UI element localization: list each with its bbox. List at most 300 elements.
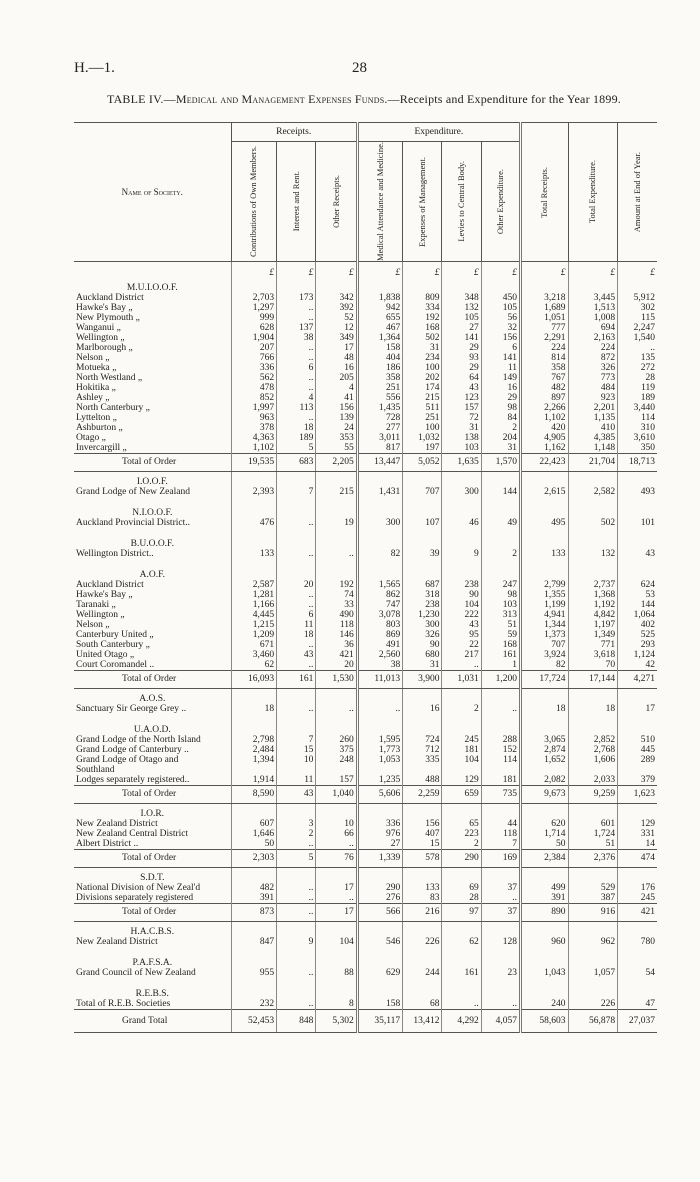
continuation-row bbox=[74, 765, 657, 775]
society-name: Auckland District bbox=[76, 292, 144, 303]
value-cell: 11 bbox=[481, 363, 520, 373]
value-cell: 869 bbox=[357, 630, 402, 640]
value-cell: 202 bbox=[403, 373, 442, 383]
value-cell: 41 bbox=[316, 393, 357, 403]
value-cell: 3,610 bbox=[618, 433, 657, 443]
empty-cell bbox=[568, 765, 618, 775]
value-cell: 20 bbox=[277, 580, 316, 590]
value-cell: 852 bbox=[231, 393, 276, 403]
empty-cell bbox=[316, 953, 357, 968]
empty-cell bbox=[316, 803, 357, 819]
empty-cell bbox=[568, 688, 618, 704]
value-cell: 1,192 bbox=[568, 600, 618, 610]
value-cell: 1,281 bbox=[231, 590, 276, 600]
value-cell: 2,033 bbox=[568, 775, 618, 786]
empty-cell bbox=[403, 278, 442, 293]
empty-cell bbox=[568, 720, 618, 735]
value-cell: 1,570 bbox=[481, 453, 520, 471]
society-order-heading bbox=[74, 867, 657, 883]
value-cell: 8,590 bbox=[231, 785, 276, 803]
value-cell: 1,540 bbox=[618, 333, 657, 343]
value-cell: .. bbox=[481, 704, 520, 714]
value-cell: 132 bbox=[568, 549, 618, 559]
empty-cell bbox=[442, 953, 481, 968]
empty-cell bbox=[357, 953, 402, 968]
value-cell: 342 bbox=[316, 293, 357, 303]
table-row bbox=[74, 829, 657, 839]
value-cell: 848 bbox=[277, 1009, 316, 1032]
column-header-society: Name of Society. bbox=[74, 123, 231, 262]
value-cell: .. bbox=[442, 999, 481, 1010]
value-cell: 4 bbox=[277, 393, 316, 403]
order-total-row bbox=[74, 849, 657, 867]
value-cell: .. bbox=[277, 373, 316, 383]
empty-cell bbox=[520, 688, 568, 704]
value-cell: .. bbox=[277, 383, 316, 393]
value-cell: 17 bbox=[618, 704, 657, 714]
value-cell: 19,535 bbox=[231, 453, 276, 471]
table-body bbox=[74, 261, 657, 1032]
value-cell: 197 bbox=[403, 443, 442, 454]
value-cell: 1,646 bbox=[231, 829, 276, 839]
value-cell: 404 bbox=[357, 353, 402, 363]
value-cell: 51 bbox=[568, 839, 618, 850]
value-cell: 490 bbox=[316, 610, 357, 620]
table-row bbox=[74, 580, 657, 590]
society-name: Lyttelton „ bbox=[76, 412, 117, 423]
value-cell: 420 bbox=[520, 423, 568, 433]
empty-cell bbox=[481, 921, 520, 937]
report-code: H.—1. bbox=[74, 60, 115, 76]
value-cell: 659 bbox=[442, 785, 481, 803]
value-cell: 2,259 bbox=[403, 785, 442, 803]
value-cell: 129 bbox=[618, 819, 657, 829]
value-cell: 37 bbox=[481, 883, 520, 893]
society-name: Grand Council of New Zealand bbox=[76, 967, 196, 978]
value-cell: 1,102 bbox=[520, 413, 568, 423]
value-cell: 6 bbox=[277, 610, 316, 620]
table-row bbox=[74, 293, 657, 303]
empty-cell bbox=[520, 471, 568, 487]
value-cell: 192 bbox=[403, 313, 442, 323]
value-cell: 114 bbox=[481, 755, 520, 765]
society-order-heading bbox=[74, 688, 657, 704]
currency-symbol: £ bbox=[481, 261, 520, 278]
currency-symbol: £ bbox=[231, 261, 276, 278]
value-cell: 5 bbox=[277, 443, 316, 454]
value-cell: 1,148 bbox=[568, 443, 618, 454]
value-cell: 158 bbox=[357, 999, 402, 1010]
value-cell: 113 bbox=[277, 403, 316, 413]
empty-cell bbox=[403, 565, 442, 580]
table-row bbox=[74, 343, 657, 353]
value-cell: 1,064 bbox=[618, 610, 657, 620]
value-cell: 2,737 bbox=[568, 580, 618, 590]
value-cell: 189 bbox=[277, 433, 316, 443]
value-cell: 240 bbox=[520, 999, 568, 1010]
society-name: Hawke's Bay „ bbox=[76, 589, 133, 600]
value-cell: 1,043 bbox=[520, 968, 568, 978]
value-cell: 963 bbox=[231, 413, 276, 423]
value-cell: 847 bbox=[231, 937, 276, 947]
value-cell: 5 bbox=[277, 849, 316, 867]
value-cell: 4,057 bbox=[481, 1009, 520, 1032]
value-cell: 2,615 bbox=[520, 487, 568, 497]
value-cell: 137 bbox=[277, 323, 316, 333]
order-name: A.O.F. bbox=[139, 569, 165, 580]
empty-cell bbox=[277, 765, 316, 775]
value-cell: 4,842 bbox=[568, 610, 618, 620]
value-cell: 4,363 bbox=[231, 433, 276, 443]
table-row bbox=[74, 403, 657, 413]
empty-cell bbox=[231, 953, 276, 968]
value-cell: .. bbox=[277, 413, 316, 423]
value-cell: 1,689 bbox=[520, 303, 568, 313]
empty-cell bbox=[481, 720, 520, 735]
empty-cell bbox=[520, 867, 568, 883]
value-cell: 13,412 bbox=[403, 1009, 442, 1032]
value-cell: 1,215 bbox=[231, 620, 276, 630]
value-cell: 2,303 bbox=[231, 849, 276, 867]
society-name: United Otago „ bbox=[76, 649, 135, 660]
value-cell: 132 bbox=[442, 303, 481, 313]
society-name: Otago „ bbox=[76, 432, 106, 443]
value-cell: 76 bbox=[316, 849, 357, 867]
value-cell: 1,904 bbox=[231, 333, 276, 343]
value-cell: 378 bbox=[231, 423, 276, 433]
value-cell: 4,271 bbox=[618, 670, 657, 688]
value-cell: 100 bbox=[403, 423, 442, 433]
total-label: Total of Order bbox=[74, 903, 231, 921]
order-name: M.U.I.O.O.F. bbox=[126, 282, 178, 293]
society-name: Hawke's Bay „ bbox=[76, 302, 133, 313]
value-cell: 36 bbox=[316, 640, 357, 650]
value-cell: 7 bbox=[277, 487, 316, 497]
value-cell: 712 bbox=[403, 745, 442, 755]
value-cell: 391 bbox=[231, 893, 276, 904]
value-cell: 1,349 bbox=[568, 630, 618, 640]
value-cell: 445 bbox=[618, 745, 657, 755]
value-cell: 105 bbox=[481, 303, 520, 313]
value-cell: 38 bbox=[357, 660, 402, 671]
table-row bbox=[74, 443, 657, 454]
order-total-row bbox=[74, 453, 657, 471]
value-cell: 38 bbox=[277, 333, 316, 343]
value-cell: 687 bbox=[403, 580, 442, 590]
value-cell: 488 bbox=[403, 775, 442, 786]
value-cell: 766 bbox=[231, 353, 276, 363]
empty-cell bbox=[403, 688, 442, 704]
value-cell: 15 bbox=[277, 745, 316, 755]
column-header-medical: Medical Attendance and Medicine. bbox=[357, 142, 402, 262]
total-label: Total of Order bbox=[74, 453, 231, 471]
value-cell: 118 bbox=[316, 620, 357, 630]
value-cell: 42 bbox=[618, 660, 657, 671]
value-cell: 407 bbox=[403, 829, 442, 839]
value-cell: 223 bbox=[442, 829, 481, 839]
empty-cell bbox=[357, 534, 402, 549]
society-order-heading bbox=[74, 534, 657, 549]
value-cell: 47 bbox=[618, 999, 657, 1010]
value-cell: 161 bbox=[277, 670, 316, 688]
society-name: Nelson „ bbox=[76, 352, 110, 363]
value-cell: 217 bbox=[442, 650, 481, 660]
value-cell: 1,623 bbox=[618, 785, 657, 803]
empty-cell bbox=[316, 534, 357, 549]
value-cell: 169 bbox=[481, 849, 520, 867]
value-cell: 56,878 bbox=[568, 1009, 618, 1032]
value-cell: 18,713 bbox=[618, 453, 657, 471]
empty-cell bbox=[618, 471, 657, 487]
society-name: Nelson „ bbox=[76, 619, 110, 630]
value-cell: 1,124 bbox=[618, 650, 657, 660]
value-cell: 176 bbox=[618, 883, 657, 893]
value-cell: 803 bbox=[357, 620, 402, 630]
empty-cell bbox=[316, 921, 357, 937]
value-cell: 13,447 bbox=[357, 453, 402, 471]
value-cell: 277 bbox=[357, 423, 402, 433]
value-cell: 58,603 bbox=[520, 1009, 568, 1032]
society-name: Sanctuary Sir George Grey .. bbox=[76, 703, 187, 714]
empty-cell bbox=[231, 921, 276, 937]
value-cell: 6 bbox=[481, 343, 520, 353]
value-cell: 421 bbox=[316, 650, 357, 660]
society-name: New Zealand District bbox=[76, 818, 158, 829]
value-cell: 2,393 bbox=[231, 487, 276, 497]
empty-cell bbox=[231, 765, 276, 775]
value-cell: 478 bbox=[231, 383, 276, 393]
value-cell: 348 bbox=[442, 293, 481, 303]
value-cell: .. bbox=[277, 353, 316, 363]
value-cell: 495 bbox=[520, 518, 568, 528]
table-row bbox=[74, 610, 657, 620]
value-cell: 139 bbox=[316, 413, 357, 423]
value-cell: 251 bbox=[357, 383, 402, 393]
empty-cell bbox=[231, 688, 276, 704]
total-label: Total of Order bbox=[74, 670, 231, 688]
value-cell: 773 bbox=[568, 373, 618, 383]
society-name-continued: Southland bbox=[76, 764, 115, 775]
empty-cell bbox=[357, 921, 402, 937]
value-cell: 32 bbox=[481, 323, 520, 333]
society-name: Grand Lodge of Canterbury .. bbox=[76, 744, 189, 755]
table-row bbox=[74, 333, 657, 343]
value-cell: 146 bbox=[316, 630, 357, 640]
value-cell: 1,199 bbox=[520, 600, 568, 610]
value-cell: 82 bbox=[357, 549, 402, 559]
value-cell: 780 bbox=[618, 937, 657, 947]
value-cell: 238 bbox=[403, 600, 442, 610]
value-cell: .. bbox=[316, 893, 357, 904]
value-cell: 3,900 bbox=[403, 670, 442, 688]
value-cell: 607 bbox=[231, 819, 276, 829]
value-cell: 251 bbox=[403, 413, 442, 423]
value-cell: 474 bbox=[618, 849, 657, 867]
value-cell: 119 bbox=[618, 383, 657, 393]
empty-cell bbox=[618, 565, 657, 580]
society-name: Lodges separately registered.. bbox=[76, 774, 190, 785]
value-cell: 300 bbox=[442, 487, 481, 497]
value-cell: 293 bbox=[618, 640, 657, 650]
value-cell: 158 bbox=[357, 343, 402, 353]
empty-cell bbox=[520, 503, 568, 518]
value-cell: 9,673 bbox=[520, 785, 568, 803]
value-cell: 49 bbox=[481, 518, 520, 528]
currency-symbol: £ bbox=[618, 261, 657, 278]
value-cell: 157 bbox=[316, 775, 357, 786]
value-cell: 114 bbox=[618, 413, 657, 423]
total-label: Grand Total bbox=[74, 1009, 231, 1032]
order-total-row bbox=[74, 670, 657, 688]
value-cell: 1,652 bbox=[520, 755, 568, 765]
title-suffix: .—Receipts and Expenditure for the Year 1899. bbox=[384, 92, 621, 106]
society-name: Total of R.E.B. Societies bbox=[76, 998, 171, 1009]
order-name: R.E.B.S. bbox=[135, 988, 169, 999]
value-cell: 84 bbox=[481, 413, 520, 423]
society-name: Wellington „ bbox=[76, 609, 125, 620]
column-header-management: Expenses of Management. bbox=[403, 142, 442, 262]
value-cell: 35,117 bbox=[357, 1009, 402, 1032]
value-cell: 93 bbox=[442, 353, 481, 363]
value-cell: 499 bbox=[520, 883, 568, 893]
order-name: S.D.T. bbox=[140, 872, 165, 883]
value-cell: 331 bbox=[618, 829, 657, 839]
value-cell: 2,798 bbox=[231, 735, 276, 745]
empty-cell bbox=[403, 867, 442, 883]
empty-cell bbox=[568, 867, 618, 883]
currency-symbol: £ bbox=[520, 261, 568, 278]
value-cell: 28 bbox=[442, 893, 481, 904]
value-cell: 2,201 bbox=[568, 403, 618, 413]
value-cell: 546 bbox=[357, 937, 402, 947]
table-row bbox=[74, 640, 657, 650]
value-cell: 247 bbox=[481, 580, 520, 590]
value-cell: 3,078 bbox=[357, 610, 402, 620]
value-cell: 326 bbox=[568, 363, 618, 373]
empty-cell bbox=[357, 984, 402, 999]
empty-cell bbox=[316, 984, 357, 999]
value-cell: 43 bbox=[277, 785, 316, 803]
value-cell: 181 bbox=[442, 745, 481, 755]
society-name: Auckland Provincial District.. bbox=[76, 517, 190, 528]
value-cell: 349 bbox=[316, 333, 357, 343]
empty-cell bbox=[618, 503, 657, 518]
value-cell: 2 bbox=[442, 839, 481, 850]
value-cell: 9 bbox=[277, 937, 316, 947]
value-cell: 186 bbox=[357, 363, 402, 373]
value-cell: 2,205 bbox=[316, 453, 357, 471]
value-cell: 46 bbox=[442, 518, 481, 528]
table-row bbox=[74, 433, 657, 443]
empty-cell bbox=[520, 720, 568, 735]
receipts-group-header: Receipts. bbox=[231, 123, 357, 142]
value-cell: 1,166 bbox=[231, 600, 276, 610]
empty-cell bbox=[231, 984, 276, 999]
value-cell: .. bbox=[277, 518, 316, 528]
empty-cell bbox=[442, 803, 481, 819]
empty-cell bbox=[520, 565, 568, 580]
value-cell: 10 bbox=[277, 755, 316, 765]
value-cell: 3,440 bbox=[618, 403, 657, 413]
society-name: South Canterbury „ bbox=[76, 639, 150, 650]
empty-cell bbox=[568, 278, 618, 293]
empty-cell bbox=[277, 984, 316, 999]
value-cell: 16,093 bbox=[231, 670, 276, 688]
table-row bbox=[74, 630, 657, 640]
table-row bbox=[74, 518, 657, 528]
order-total-row bbox=[74, 903, 657, 921]
value-cell: 18 bbox=[277, 630, 316, 640]
empty-cell bbox=[520, 921, 568, 937]
value-cell: 624 bbox=[618, 580, 657, 590]
column-header-amount-end-year: Amount at End of Year. bbox=[618, 123, 657, 262]
empty-cell bbox=[231, 503, 276, 518]
value-cell: 707 bbox=[520, 640, 568, 650]
value-cell: 43 bbox=[442, 383, 481, 393]
value-cell: 17 bbox=[316, 343, 357, 353]
empty-cell bbox=[231, 534, 276, 549]
value-cell: 334 bbox=[403, 303, 442, 313]
society-name: Auckland District bbox=[76, 579, 144, 590]
value-cell: 4,905 bbox=[520, 433, 568, 443]
empty-cell bbox=[357, 765, 402, 775]
order-name: H.A.C.B.S. bbox=[130, 926, 175, 937]
value-cell: .. bbox=[277, 590, 316, 600]
value-cell: 671 bbox=[231, 640, 276, 650]
value-cell: 2,266 bbox=[520, 403, 568, 413]
value-cell: 493 bbox=[618, 487, 657, 497]
value-cell: 238 bbox=[442, 580, 481, 590]
order-name: P.A.F.S.A. bbox=[132, 957, 173, 968]
column-header-other-receipts: Other Receipts. bbox=[316, 142, 357, 262]
empty-cell bbox=[442, 278, 481, 293]
table-row bbox=[74, 373, 657, 383]
value-cell: 2 bbox=[481, 423, 520, 433]
value-cell: 104 bbox=[442, 600, 481, 610]
value-cell: 2,852 bbox=[568, 735, 618, 745]
value-cell: 1,565 bbox=[357, 580, 402, 590]
society-name: Wellington „ bbox=[76, 332, 125, 343]
value-cell: 101 bbox=[618, 518, 657, 528]
value-cell: 22,423 bbox=[520, 453, 568, 471]
value-cell: .. bbox=[357, 704, 402, 714]
empty-cell bbox=[618, 278, 657, 293]
title-caps: Medical and Management Expenses Funds bbox=[175, 92, 385, 106]
table-row bbox=[74, 893, 657, 904]
value-cell: 1,997 bbox=[231, 403, 276, 413]
value-cell: 326 bbox=[403, 630, 442, 640]
value-cell: 491 bbox=[357, 640, 402, 650]
value-cell: 476 bbox=[231, 518, 276, 528]
value-cell: 141 bbox=[442, 333, 481, 343]
table-row bbox=[74, 755, 657, 765]
table-row bbox=[74, 313, 657, 323]
value-cell: 1,513 bbox=[568, 303, 618, 313]
value-cell: 350 bbox=[618, 443, 657, 454]
empty-cell bbox=[277, 867, 316, 883]
value-cell: 2 bbox=[481, 549, 520, 559]
value-cell: 1,040 bbox=[316, 785, 357, 803]
value-cell: 11 bbox=[277, 775, 316, 786]
empty-cell bbox=[481, 688, 520, 704]
empty-cell bbox=[403, 765, 442, 775]
empty-cell bbox=[403, 803, 442, 819]
society-name: Grand Lodge of Otago and bbox=[76, 754, 179, 765]
empty-cell bbox=[316, 471, 357, 487]
value-cell: 562 bbox=[231, 373, 276, 383]
grand-total-row bbox=[74, 1009, 657, 1032]
value-cell: 37 bbox=[481, 903, 520, 921]
